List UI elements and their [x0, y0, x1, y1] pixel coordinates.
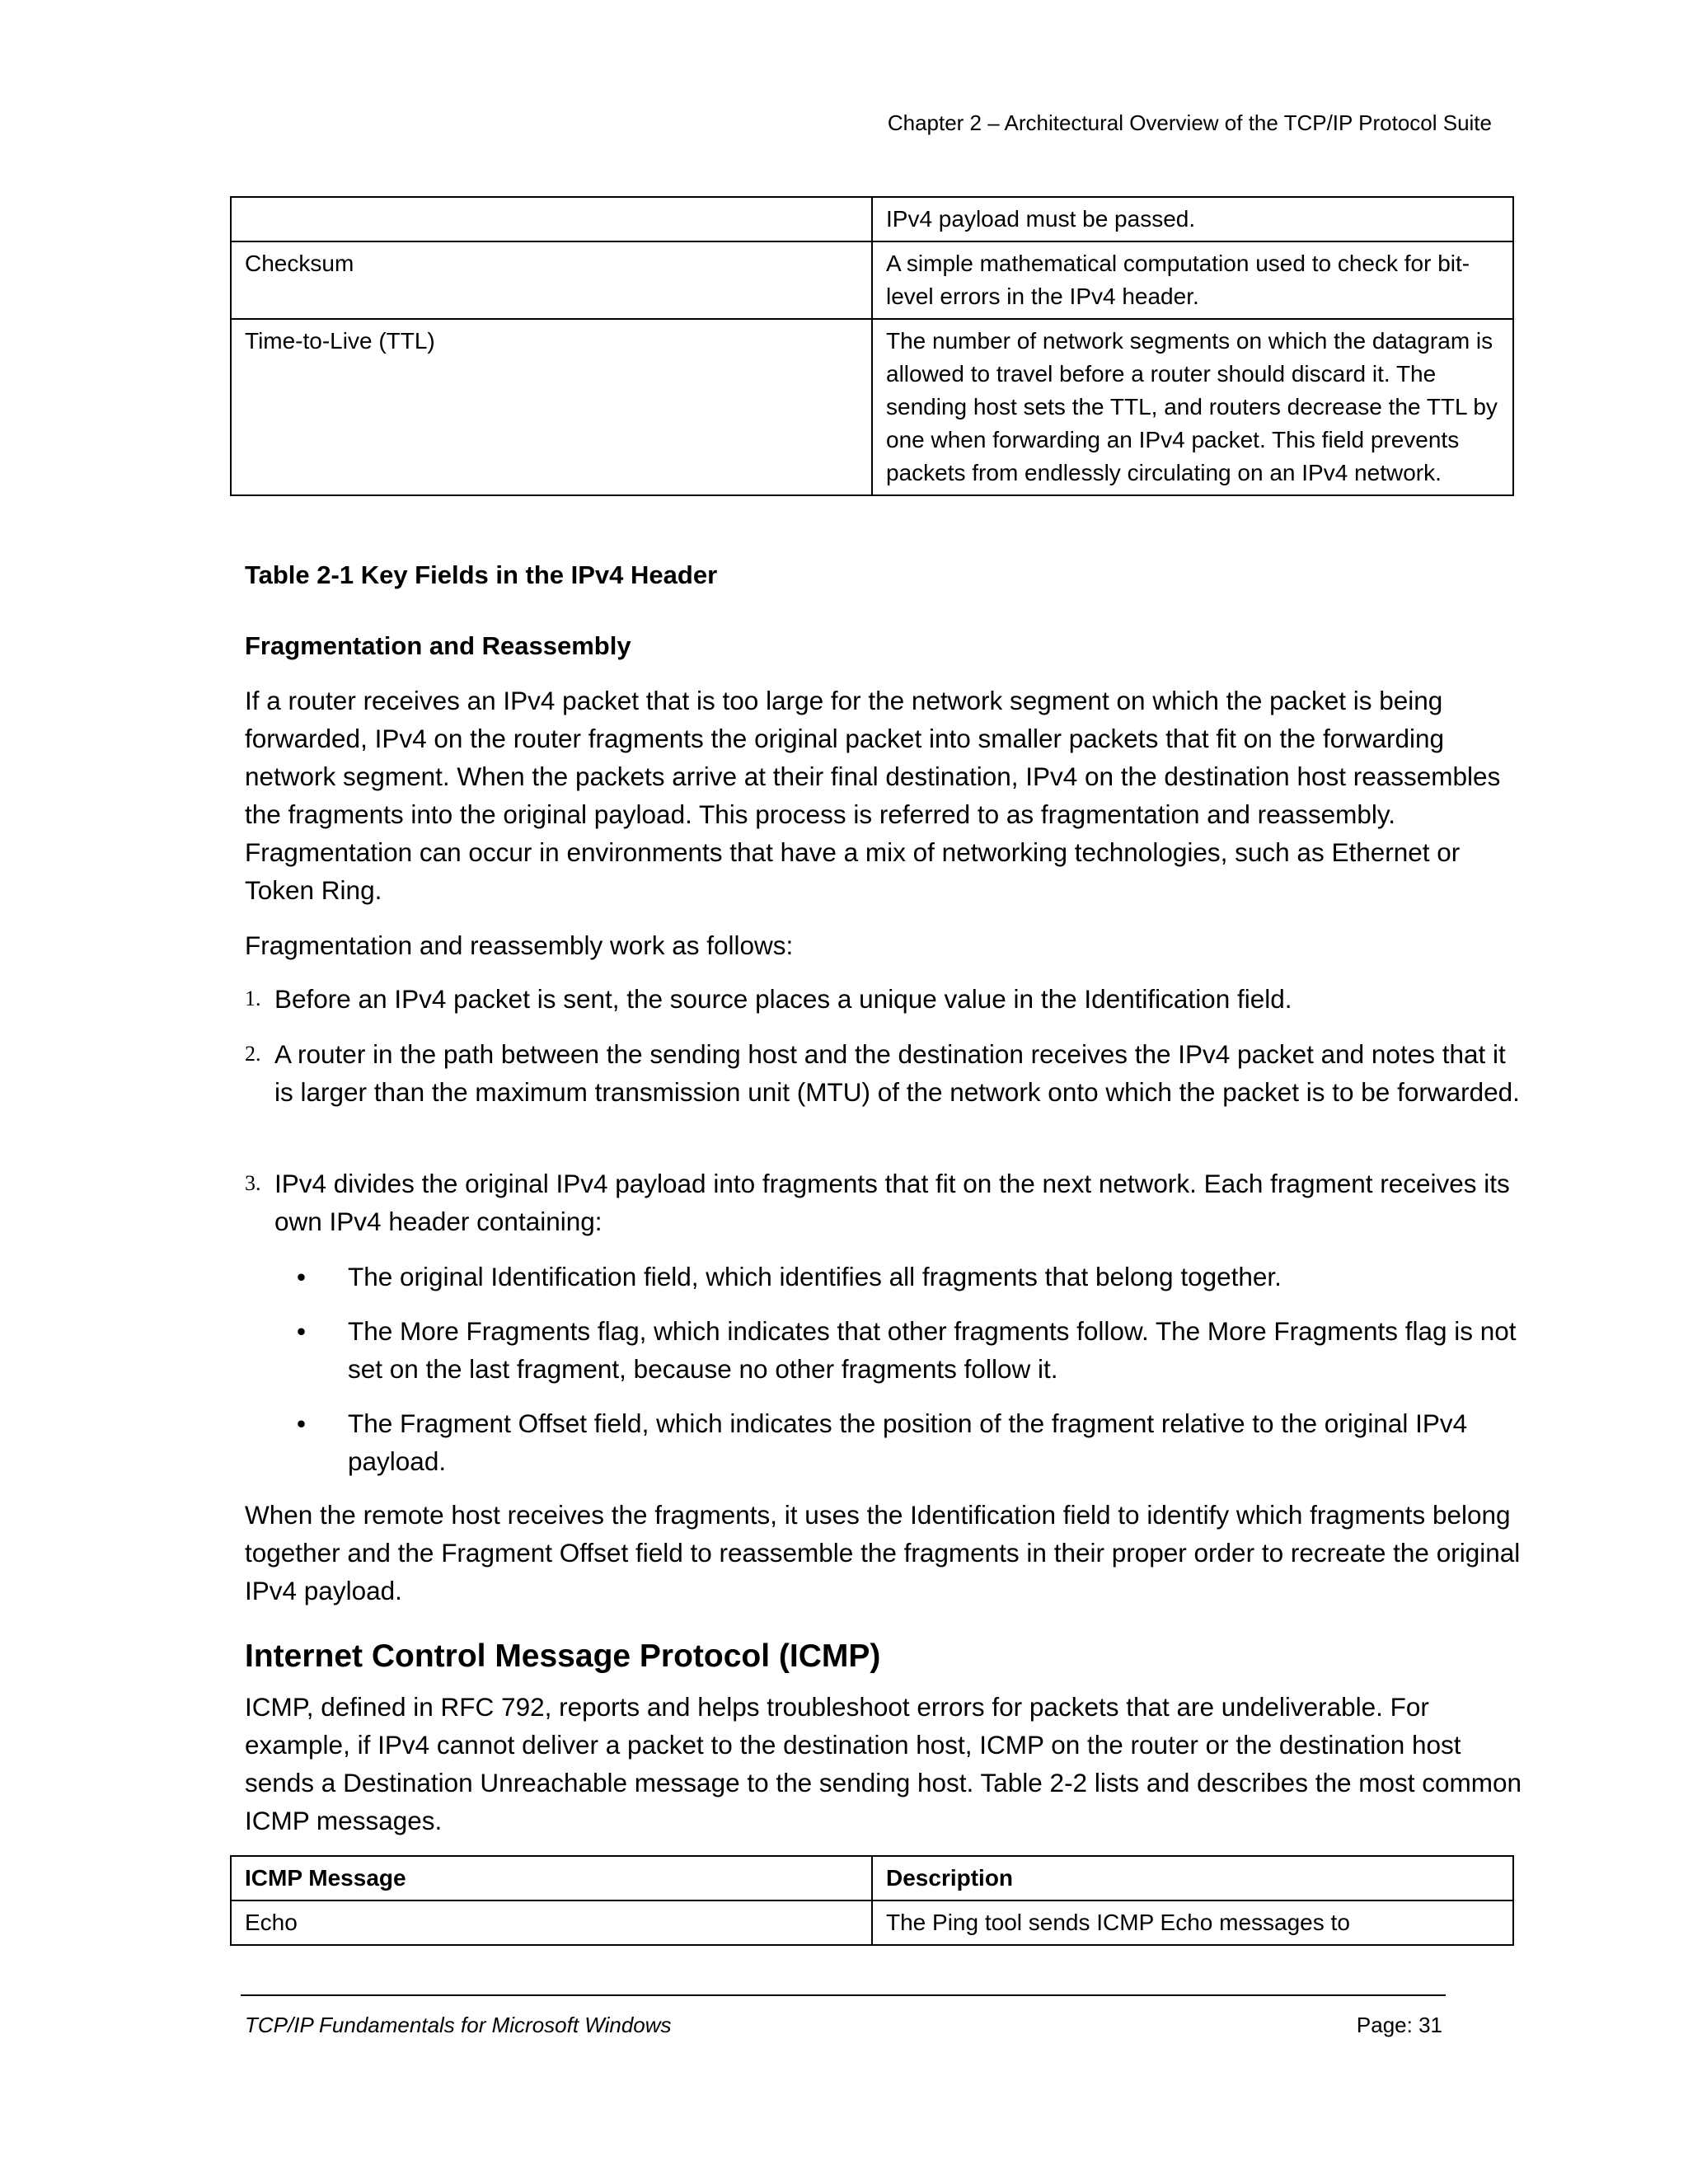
fragmentation-intro-paragraph: If a router receives an IPv4 packet that is too large for the network segment on which the packet is being forwarded, IPv4 on the router fragments the original packet into smaller packets that fit on the forwarding network segment. When the packets arrive at their final destination, IPv4 on the destination host reassembles the fragments into the original payload. This process is referred to as fragmentation and reassembly. Fragmentation can occur in environments that have a mix of networking technologies, such as Ethernet or Token Ring. [245, 686, 1501, 905]
table-row [231, 319, 1513, 495]
list-item [245, 1035, 1531, 1111]
running-header: Chapter 2 – Architectural Overview of the TCP/IP Protocol Suite [887, 110, 1492, 135]
fragmentation-closing-paragraph: When the remote host receives the fragments, it uses the Identification field to identify which fragments belong together and the Fragment Offset field to reassemble the fragments in their proper order to recreate the original IPv4 payload. [245, 1500, 1521, 1605]
table-cell-field: Checksum [231, 241, 872, 319]
table-cell-description: The number of network segments on which the datagram is allowed to travel before a router should discard it. The sending host sets the TTL, and routers decrease the TTL by one when forwarding an IPv4 packet. This field prevents packets from endlessly circulating on an IPv4 network. [872, 319, 1513, 495]
bullet-item [297, 1404, 1533, 1480]
icmp-messages-table [230, 1855, 1514, 1946]
table-header-cell: Description [872, 1856, 1513, 1900]
bullet-text: The More Fragments flag, which indicates that other fragments follow. The More Fragments flag is not set on the last fragment, because no other fragments follow it. [348, 1316, 1517, 1384]
table-cell-description: A simple mathematical computation used to check for bit-level errors in the IPv4 header. [872, 241, 1513, 319]
table-row [231, 197, 1513, 241]
list-number: 3. [245, 1171, 261, 1195]
bullet-item [297, 1312, 1533, 1388]
bullet-icon: • [297, 1316, 307, 1346]
table-header-cell: ICMP Message [231, 1856, 872, 1900]
table-cell-message: Echo [231, 1900, 872, 1945]
section-heading: Internet Control Message Protocol (ICMP) [245, 1638, 881, 1674]
bullet-text: The original Identification field, which identifies all fragments that belong together. [348, 1262, 1282, 1291]
subsection-heading: Fragmentation and Reassembly [245, 631, 631, 660]
bullet-icon: • [297, 1408, 307, 1438]
footer-page-number: Page: 31 [1356, 2013, 1442, 2037]
table-cell-field: Time-to-Live (TTL) [231, 319, 872, 495]
ipv4-fields-table [230, 196, 1514, 496]
list-item-text: IPv4 divides the original IPv4 payload into fragments that fit on the next network. Each fragment receives its own IPv4 header containing: [274, 1169, 1510, 1236]
bullet-item [297, 1258, 1533, 1296]
table-row [231, 1900, 1513, 1945]
list-item-text: A router in the path between the sending host and the destination receives the IPv4 packet and notes that it is larger than the maximum transmission unit (MTU) of the network onto which the packet is to be forwarded. [274, 1039, 1520, 1107]
list-item [245, 980, 1531, 1018]
table-header-row [231, 1856, 1513, 1900]
bullet-text: The Fragment Offset field, which indicates the position of the fragment relative to the original IPv4 payload. [348, 1408, 1468, 1476]
footer-divider [241, 1994, 1446, 1996]
table-row [231, 241, 1513, 319]
list-item-text: Before an IPv4 packet is sent, the source places a unique value in the Identification field. [274, 984, 1292, 1014]
table-caption: Table 2-1 Key Fields in the IPv4 Header [245, 560, 718, 589]
bullet-icon: • [297, 1262, 307, 1291]
icmp-intro-paragraph: ICMP, defined in RFC 792, reports and helps troubleshoot errors for packets that are undeliverable. For example, if IPv4 cannot deliver a packet to the destination host, ICMP on the router or the destination host sends a Destination Unreachable message to the sending host. Table 2-2 lists and describes the most common ICMP messages. [245, 1692, 1522, 1835]
fragmentation-lead-paragraph: Fragmentation and reassembly work as follows: [245, 930, 794, 960]
footer-book-title: TCP/IP Fundamentals for Microsoft Windows [245, 2013, 672, 2037]
table-cell-description: IPv4 payload must be passed. [872, 197, 1513, 241]
table-cell-description: The Ping tool sends ICMP Echo messages to [872, 1900, 1513, 1945]
list-item [245, 1165, 1531, 1240]
list-number: 1. [245, 987, 261, 1010]
list-number: 2. [245, 1042, 261, 1066]
table-cell-field [231, 197, 872, 241]
